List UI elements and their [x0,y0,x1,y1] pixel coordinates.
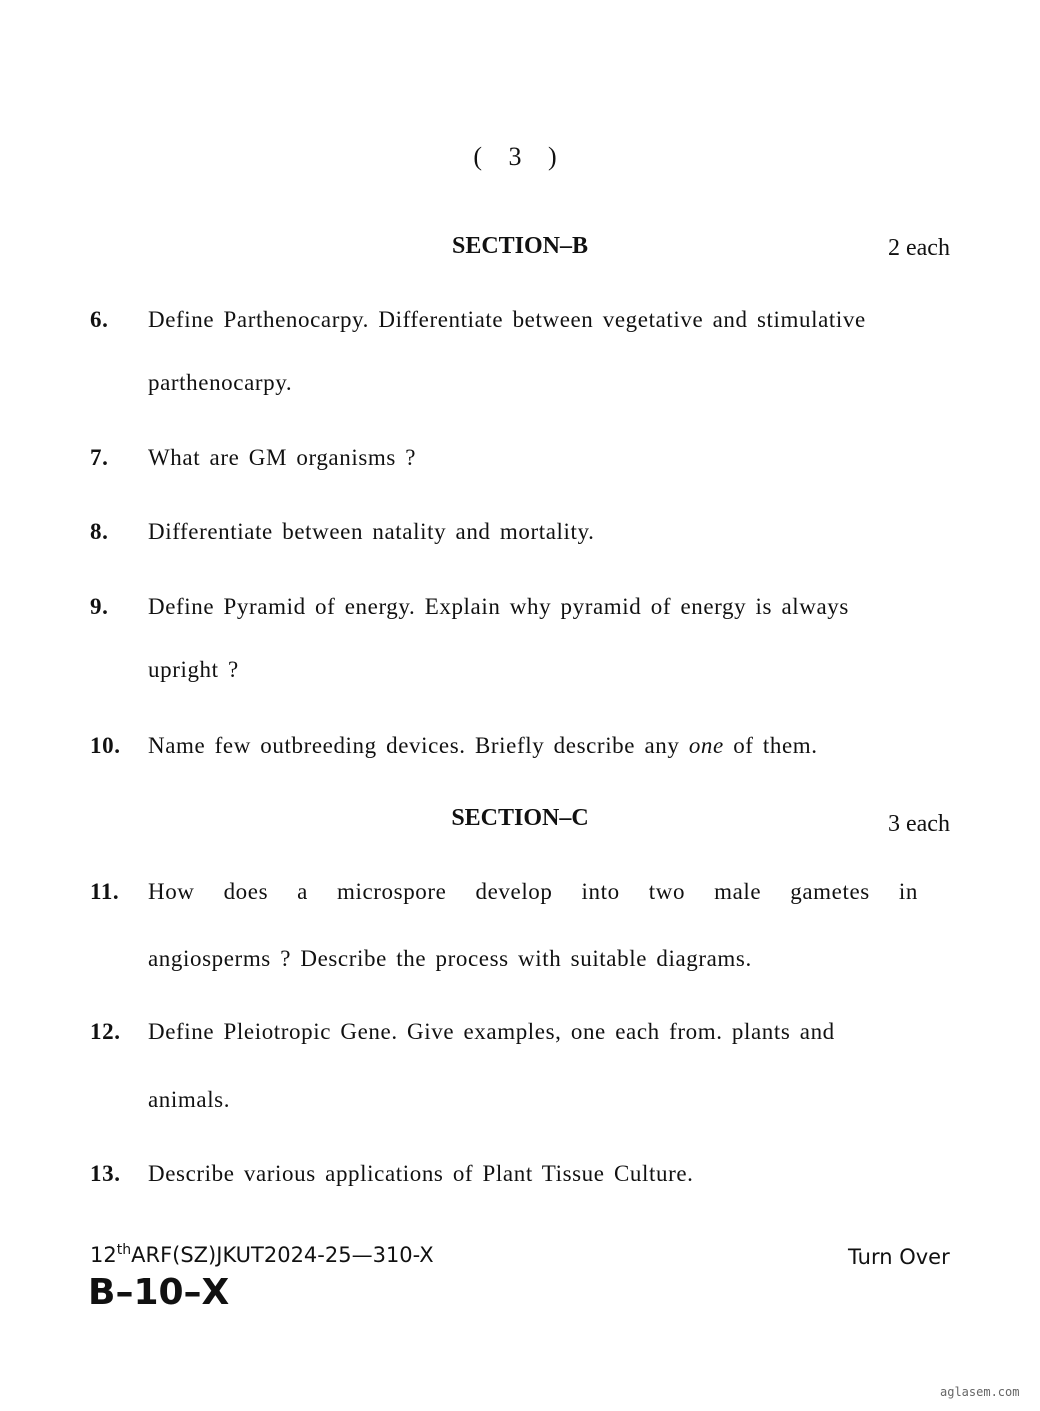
question-text [148,733,818,759]
word: develop [475,879,553,904]
word: in [898,879,918,904]
word: does [223,879,269,904]
word: microspore [337,879,447,904]
word: a [297,879,308,904]
booklet-code: B–10–X [88,1272,230,1313]
paper-code-sup: th [116,1242,132,1258]
question-number: 7. [90,445,109,470]
section-c-marks: 3 each [888,811,950,837]
question-text [148,879,918,905]
question-number: 10. [90,733,121,758]
word: How [148,879,195,904]
question-number: 9. [90,594,109,619]
question-text-continued: angiosperms ? Describe the process with suitable diagrams. [148,946,752,971]
question-text: Define Parthenocarpy. Differentiate between vegetative and stimulative [148,307,866,332]
page-number: ( 3 ) [473,142,567,171]
emphasis-one: one [688,733,724,758]
section-b-heading: SECTION–B [451,233,589,259]
question-text-part: of them. [733,733,818,758]
question-number: 12. [90,1019,121,1044]
question-text: Define Pyramid of energy. Explain why pyramid of energy is always [148,594,849,619]
question-text: Differentiate between natality and mortality. [148,519,595,544]
question-text-continued: upright ? [148,657,239,682]
paper-code [90,1242,434,1267]
question-text-part: Name few outbreeding devices. Briefly describe any [148,733,680,758]
paper-code-prefix: 12 [90,1243,117,1267]
section-c-heading: SECTION–C [451,805,589,831]
question-number: 13. [90,1161,121,1186]
question-number: 8. [90,519,109,544]
word: into [581,879,620,904]
question-text-continued: animals. [148,1087,231,1112]
word: gametes [790,879,870,904]
turn-over-label: Turn Over [848,1245,950,1269]
paper-code-rest: ARF(SZ)JKUT2024-25—310-X [131,1243,434,1267]
question-text: Describe various applications of Plant Tissue Culture. [148,1161,694,1186]
word: two [648,879,686,904]
section-b-marks: 2 each [888,235,950,261]
question-number: 6. [90,307,109,332]
question-number: 11. [90,879,120,904]
question-text-continued: parthenocarpy. [148,370,293,395]
question-text: Define Pleiotropic Gene. Give examples, one each from. plants and [148,1019,835,1044]
word: male [714,879,762,904]
question-text: What are GM organisms ? [148,445,417,470]
watermark: aglasem.com [940,1385,1020,1399]
